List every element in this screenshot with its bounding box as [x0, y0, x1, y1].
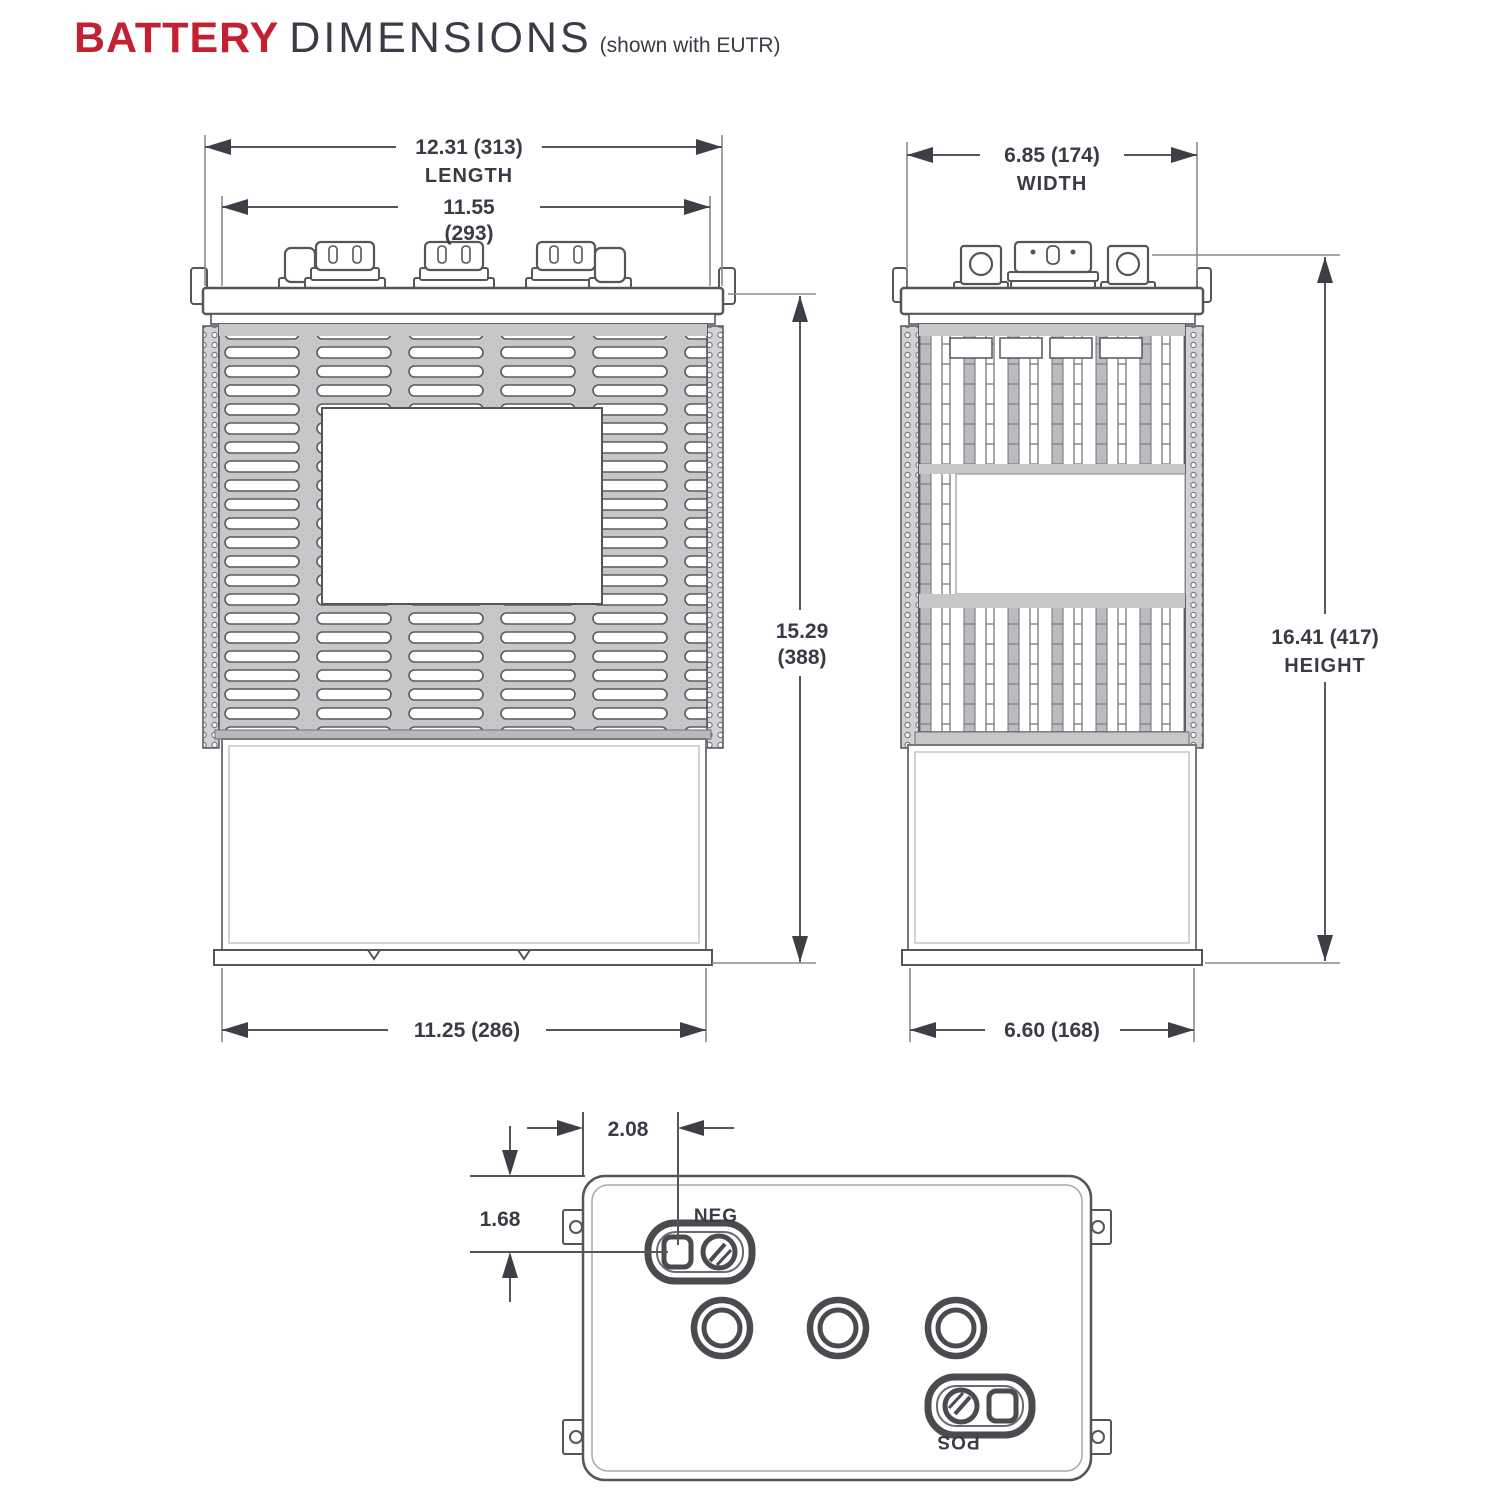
- dim-height-value: 16.41 (417): [1271, 626, 1379, 649]
- title-rest: DIMENSIONS: [289, 14, 592, 62]
- dim-body-height-mm: (388): [777, 646, 827, 669]
- front-lower-case: [222, 739, 706, 950]
- title-note: (shown with EUTR): [599, 34, 781, 57]
- side-edge-strip-right: [1185, 326, 1203, 748]
- front-lid: [203, 288, 723, 314]
- side-slot: [1100, 338, 1142, 358]
- side-base: [902, 950, 1202, 965]
- dim-case-width-mm: (293): [444, 222, 494, 245]
- dim-terminal-offset-y-value: 1.68: [479, 1208, 521, 1231]
- dim-body-height-value: 15.29: [775, 620, 829, 643]
- side-slot: [1000, 338, 1042, 358]
- side-band-upper: [919, 464, 1185, 474]
- front-view: [191, 242, 735, 965]
- dim-length-label: LENGTH: [424, 165, 514, 187]
- pos-terminal-label: POS: [936, 1431, 980, 1452]
- neg-terminal-label: NEG: [693, 1206, 739, 1227]
- front-grille-bottom-band: [215, 730, 711, 739]
- dim-width-value: 6.85 (174): [1004, 144, 1100, 167]
- side-grille-top-band: [919, 324, 1185, 336]
- side-lower-case: [908, 745, 1196, 950]
- dim-base-width-front-value: 11.25 (286): [413, 1019, 521, 1042]
- dimension-base-width-front: [222, 968, 706, 1042]
- dim-terminal-offset-x-value: 2.08: [607, 1118, 649, 1141]
- side-view: [893, 242, 1211, 965]
- dimension-body-height: [712, 294, 828, 963]
- dim-height-label: HEIGHT: [1284, 655, 1366, 677]
- dim-case-width-value: 11.55: [443, 196, 495, 219]
- front-label-window: [322, 408, 602, 604]
- side-label-window: [956, 474, 1185, 594]
- front-edge-strip-right: [707, 326, 723, 748]
- side-lid: [901, 288, 1203, 314]
- side-grille-bottom-band: [915, 732, 1189, 745]
- dim-length-value: 12.31 (313): [415, 136, 523, 159]
- side-band-lower: [919, 594, 1185, 608]
- title-brand: BATTERY: [74, 14, 280, 62]
- side-slot: [1050, 338, 1092, 358]
- dim-base-width-side-value: 6.60 (168): [1004, 1019, 1100, 1042]
- front-grille-top-band: [219, 324, 707, 336]
- front-base: [214, 950, 712, 965]
- pos-terminal: [928, 1377, 1032, 1435]
- side-edge-strip-left: [901, 326, 919, 748]
- front-edge-strip-left: [203, 326, 219, 748]
- dim-width-label: WIDTH: [1016, 173, 1088, 195]
- front-lid-lip: [211, 314, 715, 324]
- side-lid-lip: [909, 314, 1195, 324]
- side-slot: [950, 338, 992, 358]
- dimension-base-width-side: [910, 968, 1194, 1042]
- top-view: [563, 1176, 1111, 1480]
